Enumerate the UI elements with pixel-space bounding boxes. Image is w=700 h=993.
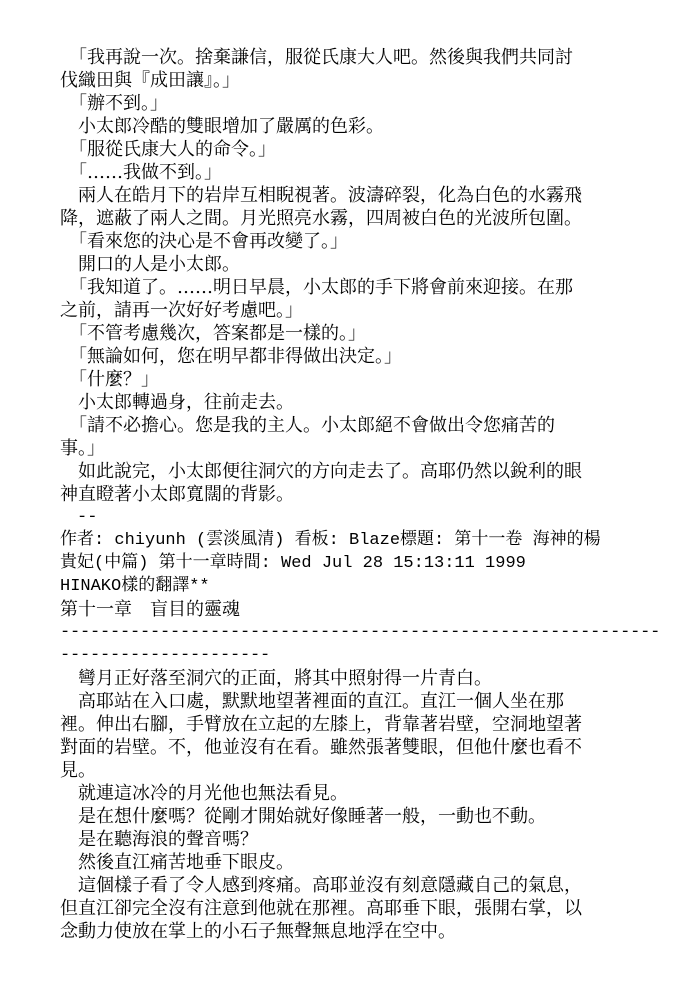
text-line: 「什麼？」: [60, 369, 159, 390]
text-line: 對面的岩壁。不，他並沒有在看。雖然張著雙眼，但他什麼也看不: [60, 737, 582, 758]
text-line: 事。」: [60, 438, 105, 459]
text-line: 小太郎冷酷的雙眼增加了嚴厲的色彩。: [60, 116, 384, 137]
text-line: 伐織田與『成田讓』。」: [60, 70, 240, 91]
text-line: 開口的人是小太郎。: [60, 254, 240, 275]
text-line: 彎月正好落至洞穴的正面，將其中照射得一片青白。: [60, 668, 492, 689]
text-line: 念動力使放在掌上的小石子無聲無息地浮在空中。: [60, 921, 456, 942]
text-line: 見。: [60, 760, 96, 781]
text-line: 「無論如何，您在明早都非得做出決定。」: [60, 346, 402, 367]
text-line: 就連這冰冷的月光他也無法看見。: [60, 783, 348, 804]
text-line: 之前，請再一次好好考慮吧。」: [60, 300, 303, 321]
text-line: 這個樣子看了令人感到疼痛。高耶並沒有刻意隱藏自己的氣息，: [60, 875, 582, 896]
text-line: 高耶站在入口處，默默地望著裡面的直江。直江一個人坐在那: [60, 691, 564, 712]
text-line: 然後直江痛苦地垂下眼皮。: [60, 852, 294, 873]
text-line: 「我知道了。……明日早晨，小太郎的手下將會前來迎接。在那: [60, 277, 573, 298]
text-line: 兩人在皓月下的岩岸互相睨視著。波濤碎裂，化為白色的水霧飛: [60, 185, 582, 206]
text-line: 是在聽海浪的聲音嗎？: [60, 829, 258, 850]
divider-line: ------------------------------------------------------------: [60, 623, 660, 642]
translator-credit: HINAKO樣的翻譯**: [60, 577, 210, 596]
text-line: 如此說完，小太郎便往洞穴的方向走去了。高耶仍然以銳利的眼: [60, 461, 582, 482]
post-header-line: 貴妃(中篇) 第十一章時間: Wed Jul 28 15:13:11 1999: [60, 554, 526, 573]
text-line: 小太郎轉過身，往前走去。: [60, 392, 294, 413]
text-line: 「服從氏康大人的命令。」: [60, 139, 276, 160]
text-line: 「請不必擔心。您是我的主人。小太郎絕不會做出令您痛苦的: [60, 415, 555, 436]
separator-dashes: --: [60, 508, 98, 527]
text-line: 神直瞪著小太郎寬闊的背影。: [60, 484, 294, 505]
chapter-title: 第十一章 盲目的靈魂: [60, 599, 240, 620]
text-line: 「看來您的決心是不會再改變了。」: [60, 231, 348, 252]
text-line: 降，遮蔽了兩人之間。月光照亮水霧，四周被白色的光波所包圍。: [60, 208, 582, 229]
text-line: 「我再說一次。捨棄謙信，服從氏康大人吧。然後與我們共同討: [60, 47, 573, 68]
text-line: 裡。伸出右腳，手臂放在立起的左膝上，背靠著岩壁，空洞地望著: [60, 714, 582, 735]
text-line: 是在想什麼嗎？從剛才開始就好像睡著一般，一動也不動。: [60, 806, 546, 827]
post-header-line: 作者: chiyunh (雲淡風清) 看板: Blaze標題: 第十一卷 海神的楊: [60, 531, 601, 550]
text-line: 但直江卻完全沒有注意到他就在那裡。高耶垂下眼，張開右掌，以: [60, 898, 582, 919]
text-line: 「不管考慮幾次，答案都是一樣的。」: [60, 323, 366, 344]
text-line: 「……我做不到。」: [60, 162, 222, 183]
divider-line: ---------------------: [60, 646, 271, 665]
text-line: 「辦不到。」: [60, 93, 168, 114]
